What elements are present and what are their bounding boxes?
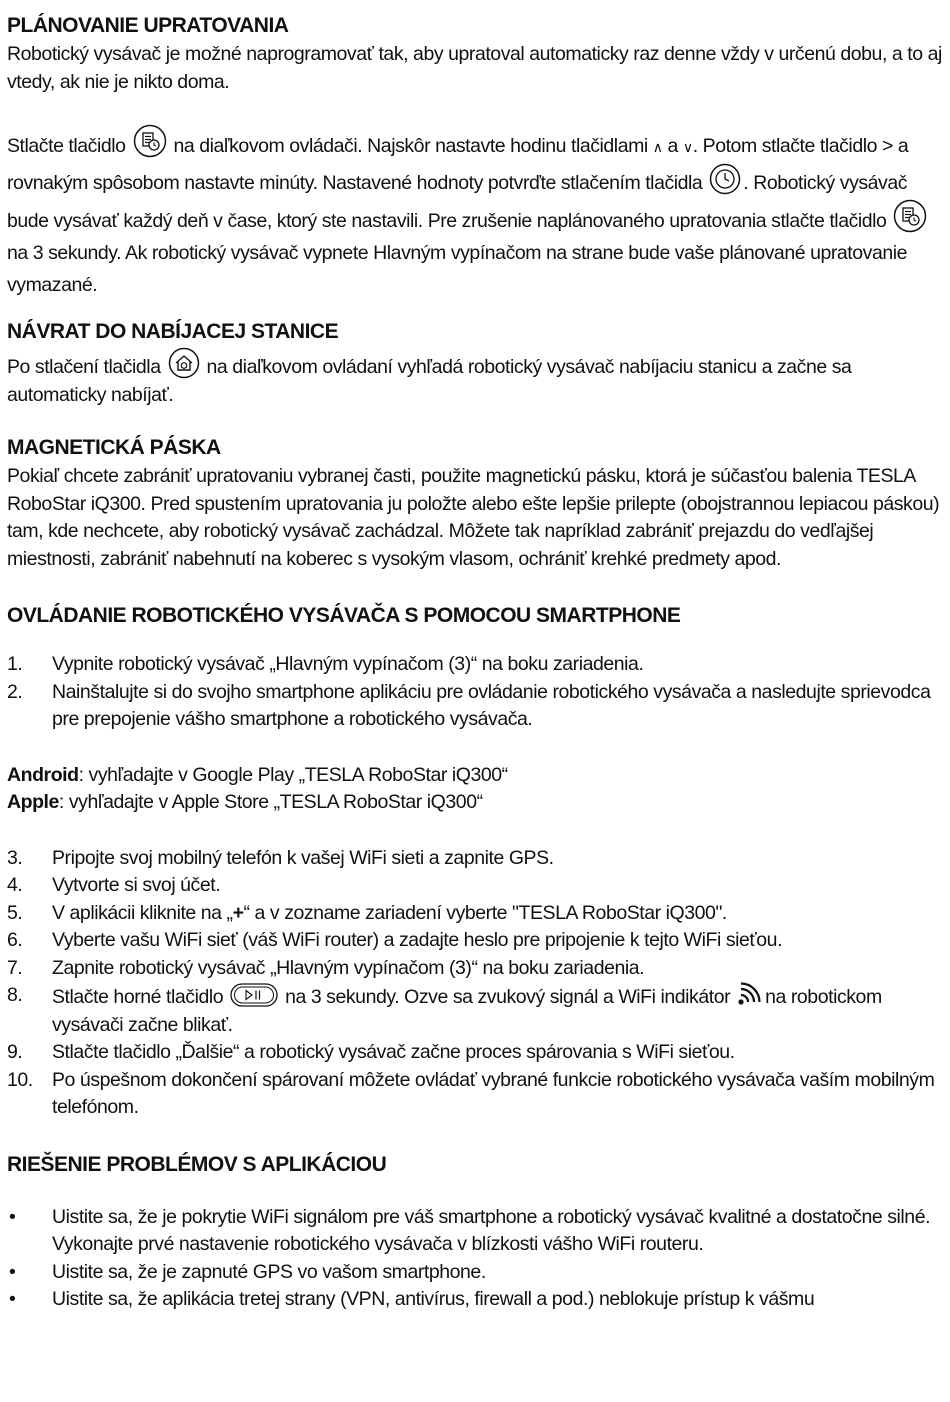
schedule-intro: Robotický vysávač je možné naprogramovať tak, aby upratoval automaticky raz denne vždy v určenú dobu, a to aj vtedy, ak nie je nikto doma. xyxy=(7,43,942,93)
list-item: • Uistite sa, že je pokrytie WiFi signálom pre váš smartphone a robotický vysávač kvalitné a dostatočne silné. Vykonajte prvé nastavenie robotického vysávača v blízkosti vášho WiFi routeru. xyxy=(9,1205,931,1255)
clock-button-icon xyxy=(709,163,741,195)
troubleshooting-list xyxy=(7,1204,942,1314)
setup-steps-list-b xyxy=(7,845,942,1122)
list-item: • Uistite sa, že aplikácia tretej strany (VPN, antivírus, firewall a pod.) neblokuje prístup k vášmu xyxy=(9,1288,815,1310)
list-item: 4. Vytvorte si svoj účet. xyxy=(7,874,221,896)
play-pause-button-icon xyxy=(230,983,278,1007)
list-item: 2. Nainštalujte si do svojho smartphone aplikáciu pre ovládanie robotického vysávača a nasledujte sprievodca pre prepojenie vášho smartphone a robotického vysávača. xyxy=(7,680,931,730)
list-item: 6. Vyberte vašu WiFi sieť (váš WiFi router) a zadajte heslo pre pripojenie k tejto WiFi sieťou. xyxy=(7,929,783,951)
schedule-button-icon xyxy=(893,199,927,233)
list-item: 8. Stlačte horné tlačidlo na 3 sekundy. Ozve sa zvukový signál a WiFi indikátor na robotickom vysávači začne blikať. xyxy=(7,984,882,1036)
return-to-dock-text: Po stlačení tlačidla na diaľkovom ovládaní vyhľadá robotický vysávač nabíjaciu stanicu a začne sa automaticky nabíjať. xyxy=(7,347,942,409)
wifi-indicator-icon xyxy=(737,982,763,1006)
list-item: 7. Zapnite robotický vysávač „Hlavným vypínačom (3)“ na boku zariadenia. xyxy=(7,956,645,979)
list-item: • Uistite sa, že je zapnuté GPS vo vašom smartphone. xyxy=(9,1260,486,1283)
apple-line: Apple: vyhľadajte v Apple Store „TESLA RoboStar iQ300“ xyxy=(7,791,483,813)
list-item: 3. Pripojte svoj mobilný telefón k vašej WiFi sieti a zapnite GPS. xyxy=(7,846,554,869)
heading-cleaning-schedule: PLÁNOVANIE UPRATOVANIA xyxy=(7,14,289,37)
android-line: Android: vyhľadajte v Google Play „TESLA RoboStar iQ300“ xyxy=(7,763,508,786)
schedule-button-icon xyxy=(133,124,167,158)
list-item: 10. Po úspešnom dokončení spárovaní môžete ovládať vybrané funkcie robotického vysávača vaším mobilným telefónom. xyxy=(7,1068,935,1118)
list-item: 1. Vypnite robotický vysávač „Hlavným vypínačom (3)“ na boku zariadenia. xyxy=(7,653,644,675)
magnetic-tape-text: Pokiaľ chcete zabrániť upratovaniu vybranej časti, použite magnetickú pásku, ktorá je súčasťou balenia TESLA RoboStar iQ300. Pred spustením upratovania ju položte alebo ešte lepšie prilepte (obojstrannou lepiacou páskou) tam, kde nechcete, aby robotický vysávač zachádzal. Môžete tak napríklad zabrániť prejazdu do vedľajšej miestnosti, zabrániť nabehnutí na koberec s vysokým vlasom, ochrániť krehké predmety apod. xyxy=(7,465,940,570)
heading-app-troubleshooting: RIEŠENIE PROBLÉMOV S APLIKÁCIOU xyxy=(7,1152,387,1176)
schedule-instructions: Stlačte tlačidlo na diaľkovom ovládači. Najskôr nastavte hodinu tlačidlami ∧ a ∨. Potom stlačte tlačidlo > a rovnakým spôsobom nastavte minúty. Nastavené hodnoty potvrďte stlačením tlačidla . Robotický vysávač bude vysávať každý deň v čase, ktorý ste nastavili. Pre zrušenie naplánovaného upratovania stlačte tlačidlo na 3 sekundy. Ak robotický vysávač vypnete Hlavným vypínačom na strane bude vaše plánované upratovanie vymazané. xyxy=(7,124,942,301)
down-arrow-symbol: ∨ xyxy=(682,139,693,155)
up-arrow-symbol: ∧ xyxy=(652,139,663,155)
setup-steps-list-a xyxy=(7,651,942,734)
list-item: 9. Stlačte tlačidlo „Ďalšie“ a robotický vysávač začne proces spárovania s WiFi sieťou. xyxy=(7,1041,735,1063)
list-item: 5. V aplikácii kliknite na „+“ a v zozname zariadení vyberte "TESLA RoboStar iQ300". xyxy=(7,901,727,924)
heading-smartphone-control: OVLÁDANIE ROBOTICKÉHO VYSÁVAČA S POMOCOU SMARTPHONE xyxy=(7,604,681,627)
home-return-button-icon xyxy=(168,347,200,379)
heading-magnetic-tape: MAGNETICKÁ PÁSKA xyxy=(7,436,221,459)
heading-return-to-dock: NÁVRAT DO NABÍJACEJ STANICE xyxy=(7,320,339,343)
